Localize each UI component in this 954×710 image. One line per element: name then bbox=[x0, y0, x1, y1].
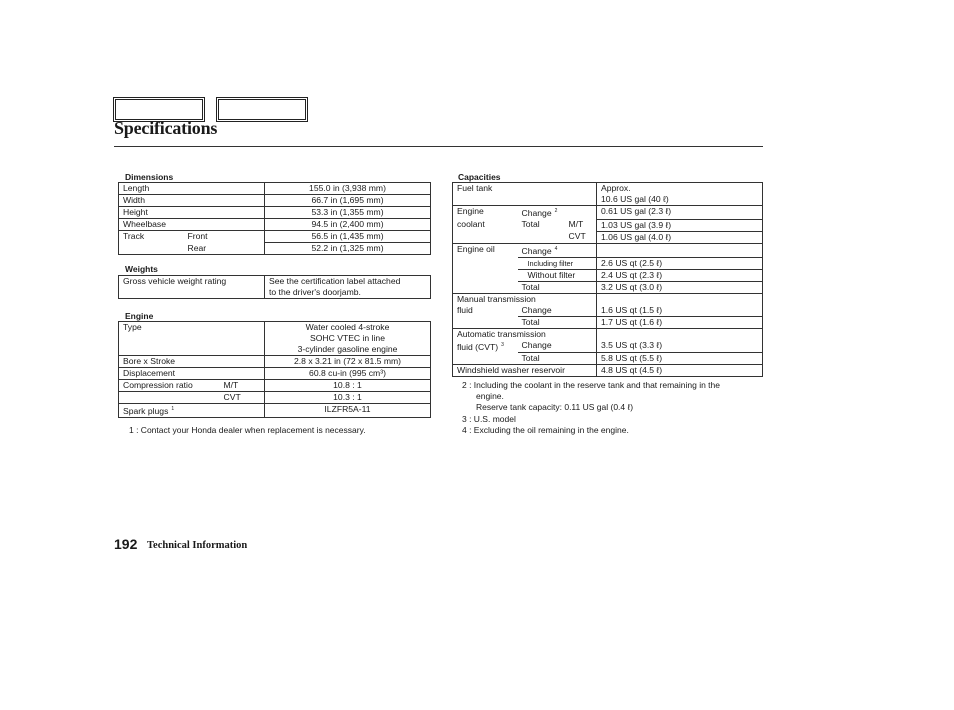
washer-label: Windshield washer reservoir bbox=[453, 365, 597, 377]
footnote-marker: 3 bbox=[501, 341, 504, 348]
engine-type-label: Type bbox=[119, 322, 265, 356]
dimension-value: 155.0 in (3,938 mm) bbox=[265, 183, 431, 195]
engine-table bbox=[118, 321, 431, 418]
dimension-sub-label: Front bbox=[184, 231, 265, 243]
dimension-value: 52.2 in (1,325 mm) bbox=[265, 243, 431, 255]
compression-cvt-value: 10.3 : 1 bbox=[265, 392, 431, 404]
oil-change-label: Change $^4$ bbox=[518, 243, 597, 257]
coolant-label-1: Engine bbox=[453, 206, 518, 220]
table-row bbox=[119, 195, 431, 207]
capacities-table bbox=[452, 182, 763, 377]
footer-section-title: Technical Information bbox=[147, 540, 248, 551]
table-row bbox=[453, 316, 763, 328]
mtf-label-1: Manual transmission bbox=[453, 293, 597, 305]
atf-change-value: 3.5 US qt (3.3 ℓ) bbox=[597, 340, 763, 353]
coolant-cvt-value: 1.06 US gal (4.0 ℓ) bbox=[597, 231, 763, 243]
dimension-value: 53.3 in (1,355 mm) bbox=[265, 207, 431, 219]
atf-total-label: Total bbox=[518, 353, 597, 365]
footnote-2-cont: engine. bbox=[476, 391, 504, 401]
table-row bbox=[119, 243, 431, 255]
dimension-sub-label bbox=[184, 183, 265, 195]
footnote-2-reserve: Reserve tank capacity: 0.11 US gal (0.4 ℓ) bbox=[476, 402, 634, 412]
mtf-change-value: 1.6 US qt (1.5 ℓ) bbox=[597, 305, 763, 317]
dimension-sub-label bbox=[184, 219, 265, 231]
oil-including-filter-value: 2.6 US qt (2.5 ℓ) bbox=[597, 257, 763, 269]
coolant-label-2: coolant bbox=[453, 219, 518, 231]
footnote-marker: 1 bbox=[171, 406, 175, 412]
table-row bbox=[119, 207, 431, 219]
table-row bbox=[453, 269, 763, 281]
coolant-total-label: Total bbox=[521, 219, 540, 229]
footnote-3: 3 : U.S. model bbox=[462, 414, 516, 424]
nav-tab-box-2[interactable] bbox=[216, 97, 308, 122]
capacities-heading: Capacities bbox=[458, 172, 501, 182]
footnote-marker: 4 bbox=[554, 245, 558, 252]
table-row bbox=[453, 257, 763, 269]
table-row bbox=[119, 183, 431, 195]
bore-label: Bore x Stroke bbox=[119, 356, 265, 368]
dimension-label: Width bbox=[119, 195, 184, 207]
footnote-2: 2 : Including the coolant in the reserve tank and that remaining in the bbox=[462, 380, 720, 390]
weights-table bbox=[118, 275, 431, 299]
footnote-1: 1 : Contact your Honda dealer when replacement is necessary. bbox=[129, 425, 366, 435]
table-row bbox=[453, 365, 763, 377]
table-row bbox=[119, 322, 431, 356]
table-row bbox=[119, 219, 431, 231]
dimension-value: 56.5 in (1,435 mm) bbox=[265, 231, 431, 243]
coolant-mt-value: 1.03 US gal (3.9 ℓ) bbox=[597, 219, 763, 231]
oil-total-label: Total bbox=[518, 281, 597, 293]
dimension-label: Track bbox=[119, 231, 184, 243]
table-row bbox=[119, 356, 431, 368]
dimensions-table bbox=[118, 182, 431, 255]
dimension-label bbox=[119, 243, 184, 255]
footnote-marker: 2 bbox=[554, 208, 558, 214]
page-title: Specifications bbox=[114, 118, 218, 138]
fuel-tank-value: Approx. 10.6 US gal (40 ℓ) bbox=[597, 183, 763, 206]
compression-mt-value: 10.8 : 1 bbox=[265, 380, 431, 392]
engine-heading: Engine bbox=[125, 311, 154, 321]
title-divider bbox=[114, 146, 763, 147]
displacement-value: 60.8 cu-in (995 cm³) bbox=[265, 368, 431, 380]
table-row bbox=[453, 183, 763, 206]
fuel-tank-label: Fuel tank bbox=[453, 183, 597, 206]
table-row bbox=[119, 404, 431, 418]
table-row bbox=[453, 305, 763, 317]
dimension-label: Height bbox=[119, 207, 184, 219]
table-row bbox=[119, 368, 431, 380]
compression-cvt-label: CVT bbox=[220, 392, 265, 404]
table-row bbox=[453, 231, 763, 243]
page-number: 192 bbox=[114, 536, 138, 552]
mtf-change-label: Change bbox=[518, 305, 597, 317]
coolant-cvt-label: CVT bbox=[565, 231, 597, 243]
coolant-mt-label: M/T bbox=[565, 219, 597, 231]
washer-value: 4.8 US qt (4.5 ℓ) bbox=[597, 365, 763, 377]
mtf-label-2: fluid bbox=[453, 305, 518, 317]
coolant-change-label: Change $^2$ bbox=[518, 206, 597, 220]
compression-label: Compression ratio bbox=[119, 380, 220, 392]
mtf-total-value: 1.7 US qt (1.6 ℓ) bbox=[597, 316, 763, 328]
table-row bbox=[453, 340, 763, 353]
dimension-value: 94.5 in (2,400 mm) bbox=[265, 219, 431, 231]
table-row bbox=[453, 353, 763, 365]
compression-mt-label: M/T bbox=[220, 380, 265, 392]
dimension-label: Wheelbase bbox=[119, 219, 184, 231]
dimensions-heading: Dimensions bbox=[125, 172, 174, 182]
engine-type-value: Water cooled 4-stroke SOHC VTEC in line 3-cylinder gasoline engine bbox=[265, 322, 431, 356]
table-row bbox=[119, 392, 431, 404]
table-row bbox=[453, 293, 763, 305]
coolant-change-value: 0.61 US gal (2.3 ℓ) bbox=[597, 206, 763, 220]
table-row bbox=[119, 276, 431, 299]
table-row bbox=[453, 219, 763, 231]
table-row bbox=[453, 328, 763, 340]
bore-value: 2.8 x 3.21 in (72 x 81.5 mm) bbox=[265, 356, 431, 368]
dimension-sub-label bbox=[184, 195, 265, 207]
oil-without-filter-value: 2.4 US qt (2.3 ℓ) bbox=[597, 269, 763, 281]
oil-including-filter-label: Including filter bbox=[518, 257, 597, 269]
atf-label-1: Automatic transmission bbox=[453, 328, 597, 340]
dimension-sub-label: Rear bbox=[184, 243, 265, 255]
weights-heading: Weights bbox=[125, 264, 158, 274]
oil-label: Engine oil bbox=[453, 243, 518, 257]
table-row bbox=[119, 380, 431, 392]
weight-value: See the certification label attached to the driver's doorjamb. bbox=[265, 276, 431, 299]
weight-label: Gross vehicle weight rating bbox=[119, 276, 265, 299]
footnote-4: 4 : Excluding the oil remaining in the engine. bbox=[462, 425, 629, 435]
atf-change-label: Change bbox=[518, 340, 597, 353]
table-row bbox=[453, 243, 763, 257]
dimension-sub-label bbox=[184, 207, 265, 219]
oil-total-value: 3.2 US qt (3.0 ℓ) bbox=[597, 281, 763, 293]
atf-label-2: fluid (CVT) $^3$ bbox=[453, 340, 518, 353]
table-row bbox=[119, 231, 431, 243]
spark-plug-label: Spark plugs $^1$ bbox=[119, 404, 265, 418]
table-row bbox=[453, 206, 763, 220]
mtf-total-label: Total bbox=[518, 316, 597, 328]
oil-without-filter-label: Without filter bbox=[518, 269, 597, 281]
table-row bbox=[453, 281, 763, 293]
displacement-label: Displacement bbox=[119, 368, 265, 380]
atf-total-value: 5.8 US qt (5.5 ℓ) bbox=[597, 353, 763, 365]
dimension-value: 66.7 in (1,695 mm) bbox=[265, 195, 431, 207]
dimension-label: Length bbox=[119, 183, 184, 195]
spark-plug-value: ILZFR5A-11 bbox=[265, 404, 431, 418]
